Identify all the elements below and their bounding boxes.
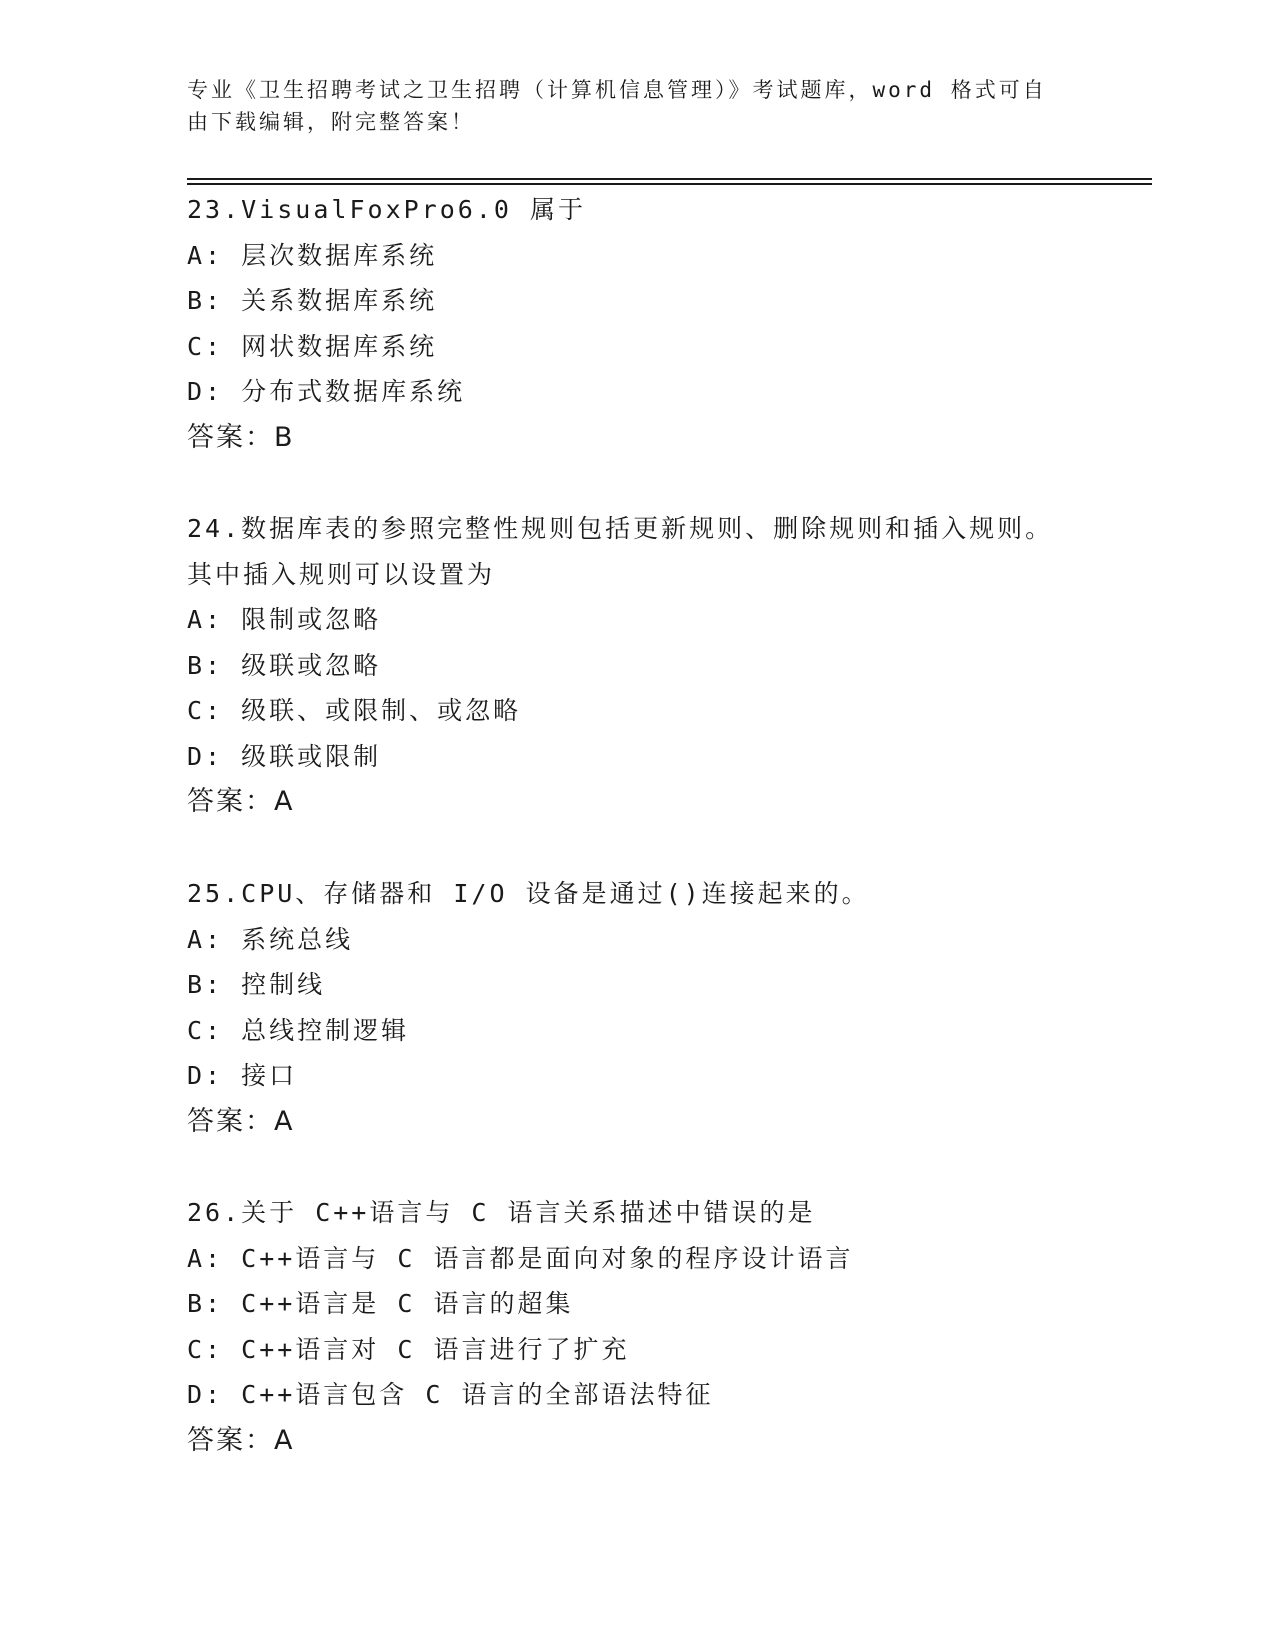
option-c: C: C++语言对 C 语言进行了扩充 <box>187 1334 630 1364</box>
header-line-1: 专业《卫生招聘考试之卫生招聘（计算机信息管理）》考试题库，word 格式可自 <box>187 78 1047 102</box>
option-d: D: C++语言包含 C 语言的全部语法特征 <box>187 1380 714 1409</box>
question-stem: 23.VisualFoxPro6.0 属于 <box>187 195 586 224</box>
option-c: C: 网状数据库系统 <box>187 331 438 361</box>
question-26 <box>187 1190 1107 1463</box>
question-25 <box>187 871 1107 1144</box>
option-d: D: 分布式数据库系统 <box>187 377 466 406</box>
option-c: C: 总线控制逻辑 <box>187 1015 410 1045</box>
option-a: A: 系统总线 <box>187 924 354 954</box>
header-divider-top <box>187 178 1152 180</box>
question-stem-continued: 其中插入规则可以设置为 <box>187 559 496 589</box>
option-b: B: 关系数据库系统 <box>187 286 438 315</box>
option-a: A: C++语言与 C 语言都是面向对象的程序设计语言 <box>187 1243 854 1273</box>
option-c: C: 级联、或限制、或忽略 <box>187 696 522 725</box>
header-line-2: 由下载编辑，附完整答案！ <box>187 110 475 134</box>
option-d: D: 接口 <box>187 1061 298 1090</box>
answer: 答案：A <box>187 1424 295 1456</box>
option-b: B: C++语言是 C 语言的超集 <box>187 1289 574 1318</box>
question-23 <box>187 187 1107 460</box>
option-d: D: 级联或限制 <box>187 741 382 771</box>
answer: 答案：B <box>187 421 295 453</box>
question-stem: 25.CPU、存储器和 I/O 设备是通过()连接起来的。 <box>187 879 870 908</box>
option-a: A: 限制或忽略 <box>187 605 382 634</box>
document-header <box>187 74 1067 138</box>
answer: 答案：A <box>187 1105 295 1137</box>
option-a: A: 层次数据库系统 <box>187 240 438 270</box>
question-stem: 26.关于 C++语言与 C 语言关系描述中错误的是 <box>187 1198 816 1227</box>
header-divider-bottom <box>187 183 1152 185</box>
option-b: B: 控制线 <box>187 970 326 999</box>
option-b: B: 级联或忽略 <box>187 650 382 680</box>
question-24 <box>187 506 1107 825</box>
question-stem: 24.数据库表的参照完整性规则包括更新规则、删除规则和插入规则。 <box>187 514 1054 543</box>
answer: 答案：A <box>187 786 295 817</box>
